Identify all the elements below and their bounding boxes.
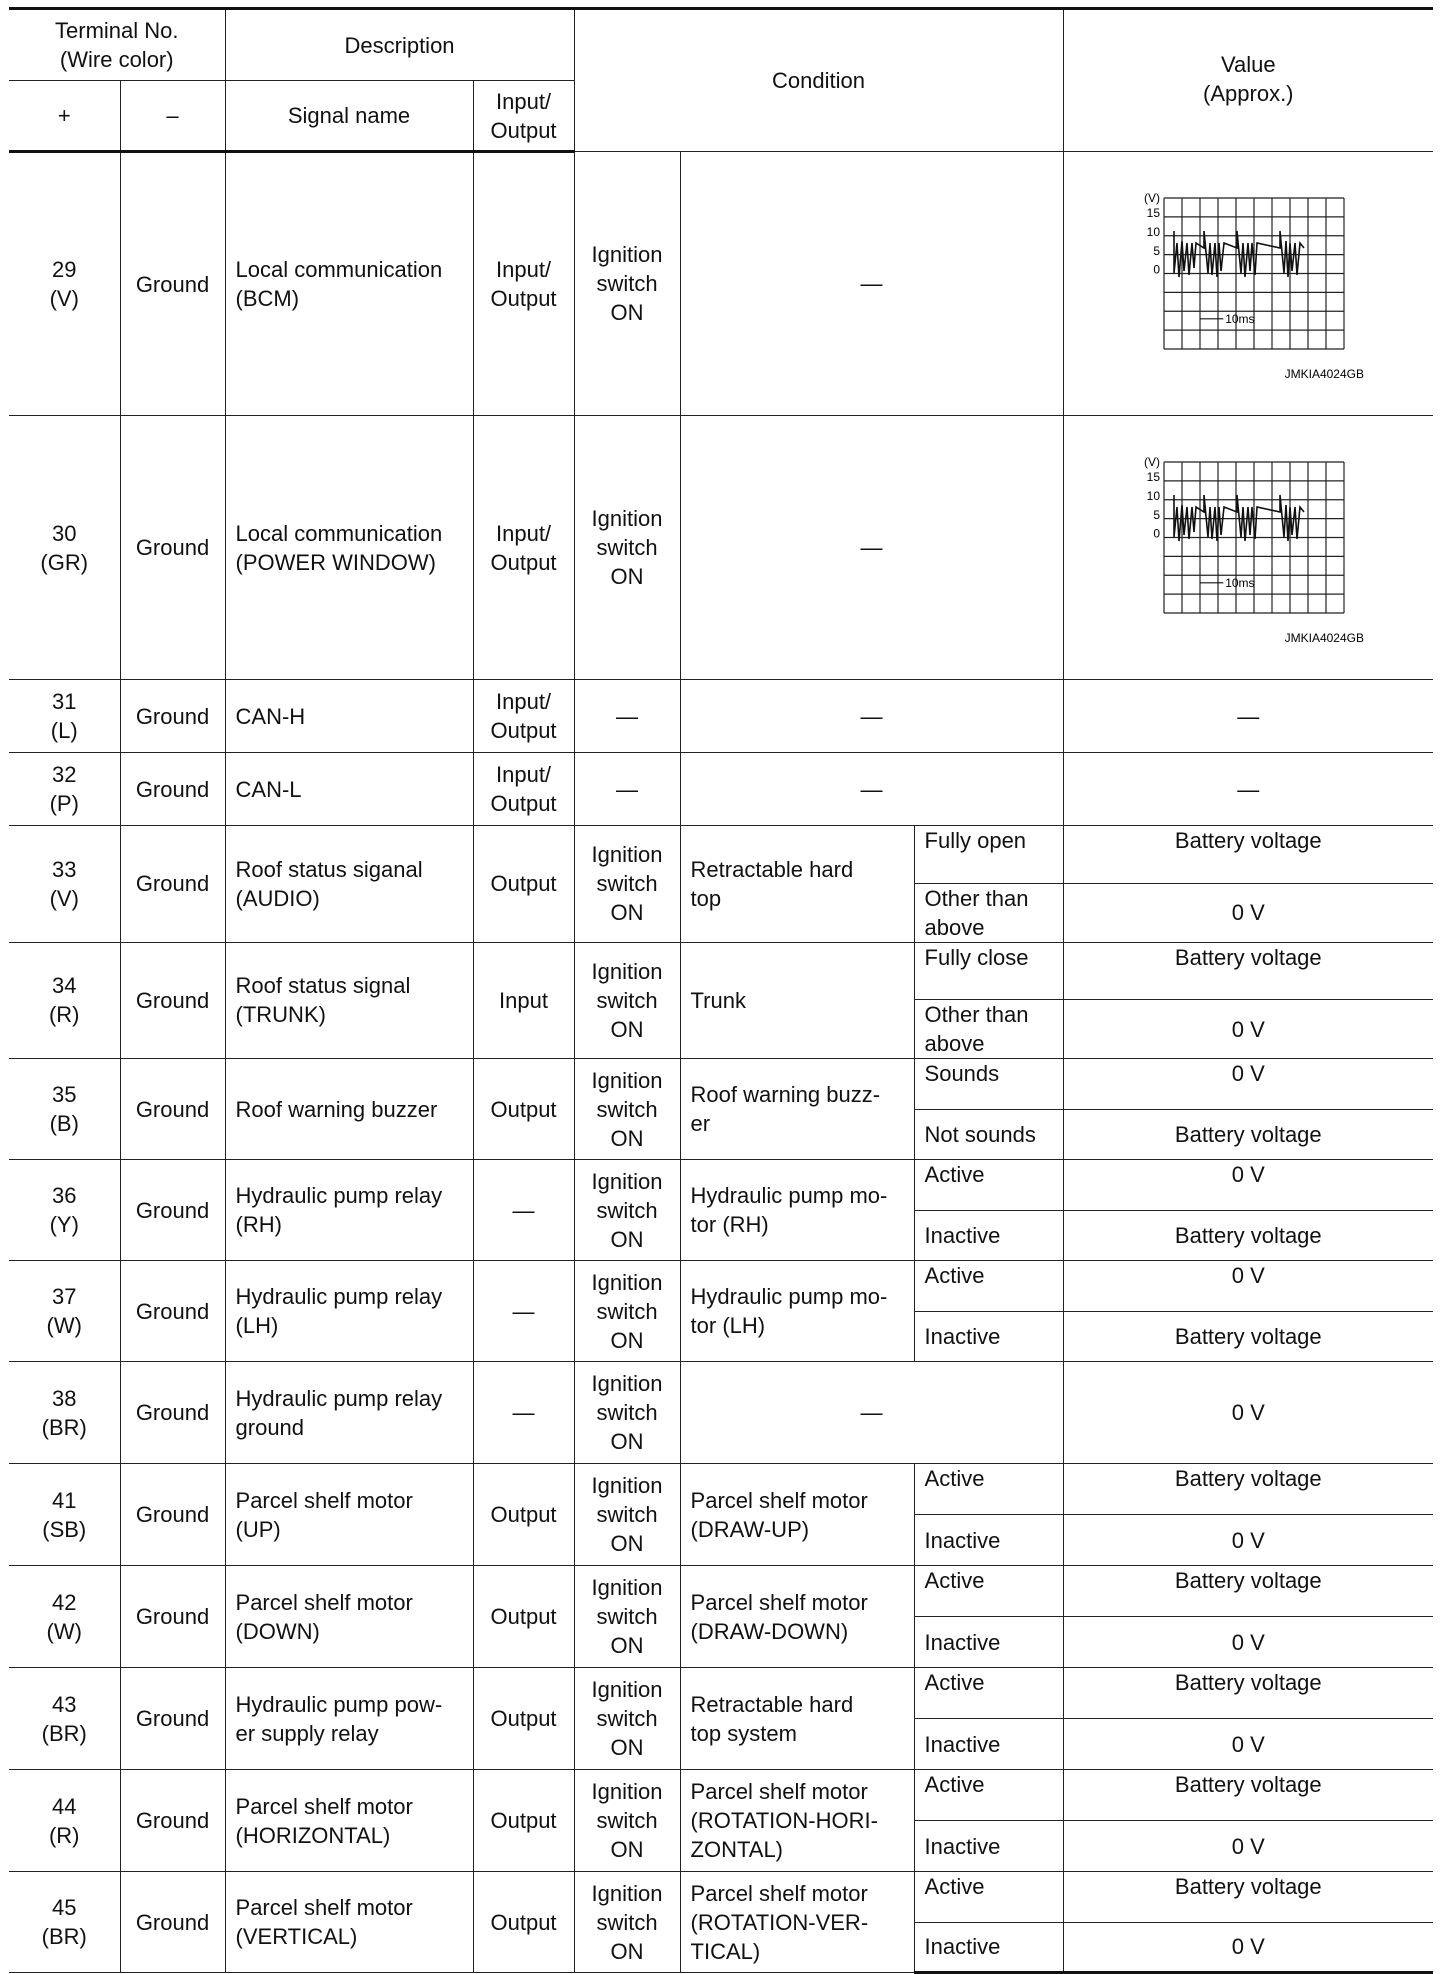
signal-name-cell: CAN-H [225, 680, 473, 753]
waveform-tick: 0 [1153, 262, 1161, 277]
table-row [9, 1059, 1433, 1110]
signal-name-cell: Parcel shelf motor (DOWN) [225, 1566, 473, 1668]
state-cell: Active [914, 1770, 1063, 1821]
condition-detail-cell: Retractable hard top [680, 826, 914, 943]
ground-cell: Ground [120, 416, 225, 680]
input-output-cell: Output [473, 1770, 574, 1872]
table-row [9, 942, 1433, 1000]
value-cell: — [1063, 753, 1433, 826]
condition-detail-cell: Parcel shelf motor (DRAW-DOWN) [680, 1566, 914, 1668]
terminal-cell: 38 (BR) [9, 1362, 120, 1464]
table-row [9, 152, 1433, 416]
condition-cell: Ignition switch ON [574, 1668, 680, 1770]
value-cell: 0 V [1063, 1160, 1433, 1211]
value-cell: 0 V [1063, 1922, 1433, 1973]
terminal-table [9, 7, 1433, 1974]
waveform-tick: 5 [1153, 243, 1161, 258]
terminal-cell: 34 (R) [9, 942, 120, 1059]
ground-cell: Ground [120, 753, 225, 826]
header-plus: + [9, 81, 120, 152]
input-output-cell: Output [473, 826, 574, 943]
input-output-cell: — [473, 1160, 574, 1261]
ground-cell: Ground [120, 680, 225, 753]
state-cell: Inactive [914, 1719, 1063, 1770]
state-cell: Active [914, 1261, 1063, 1312]
value-cell: Battery voltage [1063, 1311, 1433, 1362]
condition-cell: Ignition switch ON [574, 1059, 680, 1160]
terminal-cell: 36 (Y) [9, 1160, 120, 1261]
signal-name-cell: CAN-L [225, 753, 473, 826]
signal-name-cell: Hydraulic pump relay (LH) [225, 1261, 473, 1362]
header-condition: Condition [574, 9, 1063, 152]
waveform-trace [1174, 231, 1304, 277]
state-cell: Active [914, 1160, 1063, 1211]
terminal-cell: 33 (V) [9, 826, 120, 943]
header-signal-name: Signal name [225, 81, 473, 152]
signal-name-cell: Local communication (BCM) [225, 152, 473, 416]
signal-name-cell: Hydraulic pump relay (RH) [225, 1160, 473, 1261]
terminal-cell: 35 (B) [9, 1059, 120, 1160]
terminal-cell: 45 (BR) [9, 1872, 120, 1973]
condition-detail-cell: Parcel shelf motor (ROTATION-HORI- ZONTAL) [680, 1770, 914, 1872]
condition-cell: Ignition switch ON [574, 1160, 680, 1261]
condition-cell: Ignition switch ON [574, 1362, 680, 1464]
input-output-cell: Output [473, 1059, 574, 1160]
waveform-graph [1128, 448, 1368, 648]
condition-cell: — [574, 753, 680, 826]
state-cell: Sounds [914, 1059, 1063, 1110]
value-cell: Battery voltage [1063, 1668, 1433, 1719]
waveform-time-label: 10ms [1225, 311, 1255, 326]
condition-detail-cell: — [680, 152, 1063, 416]
terminal-cell: 31 (L) [9, 680, 120, 753]
condition-cell: Ignition switch ON [574, 152, 680, 416]
ground-cell: Ground [120, 1261, 225, 1362]
waveform-unit: (V) [1144, 190, 1161, 205]
state-cell: Active [914, 1566, 1063, 1617]
value-cell: 0 V [1063, 1821, 1433, 1872]
input-output-cell: Input/ Output [473, 416, 574, 680]
signal-name-cell: Hydraulic pump relay ground [225, 1362, 473, 1464]
value-cell: 0 V [1063, 1000, 1433, 1059]
signal-name-cell: Parcel shelf motor (UP) [225, 1464, 473, 1566]
state-cell: Inactive [914, 1515, 1063, 1566]
condition-detail-cell: — [680, 1362, 1063, 1464]
ground-cell: Ground [120, 1770, 225, 1872]
condition-cell: — [574, 680, 680, 753]
terminal-cell: 37 (W) [9, 1261, 120, 1362]
signal-name-cell: Parcel shelf motor (HORIZONTAL) [225, 1770, 473, 1872]
input-output-cell: Input/ Output [473, 152, 574, 416]
state-cell: Inactive [914, 1922, 1063, 1973]
table-row [9, 680, 1433, 753]
ground-cell: Ground [120, 1668, 225, 1770]
ground-cell: Ground [120, 826, 225, 943]
condition-detail-cell: Trunk [680, 942, 914, 1059]
input-output-cell: Input/ Output [473, 753, 574, 826]
table-row [9, 1668, 1433, 1719]
signal-name-cell: Roof status signal (TRUNK) [225, 942, 473, 1059]
table-body [9, 152, 1433, 1973]
value-cell: Battery voltage [1063, 1770, 1433, 1821]
terminal-cell: 43 (BR) [9, 1668, 120, 1770]
value-cell: Battery voltage [1063, 1109, 1433, 1160]
value-cell: Battery voltage [1063, 1566, 1433, 1617]
value-cell: Battery voltage [1063, 942, 1433, 1000]
table-row [9, 826, 1433, 884]
value-cell: Battery voltage [1063, 826, 1433, 884]
signal-name-cell: Parcel shelf motor (VERTICAL) [225, 1872, 473, 1973]
value-cell: 0 V [1063, 1719, 1433, 1770]
condition-detail-cell: Hydraulic pump mo- tor (RH) [680, 1160, 914, 1261]
condition-cell: Ignition switch ON [574, 1872, 680, 1973]
value-cell [1063, 416, 1433, 680]
waveform-code: JMKIA4024GB [1284, 366, 1365, 381]
condition-cell: Ignition switch ON [574, 416, 680, 680]
signal-name-cell: Hydraulic pump pow- er supply relay [225, 1668, 473, 1770]
value-cell: 0 V [1063, 1515, 1433, 1566]
table-row [9, 1362, 1433, 1464]
table-row [9, 416, 1433, 680]
table-row [9, 1770, 1433, 1821]
input-output-cell: Output [473, 1668, 574, 1770]
signal-name-cell: Local communication (POWER WINDOW) [225, 416, 473, 680]
header-terminal-no: Terminal No. (Wire color) [9, 9, 225, 81]
table-row [9, 1464, 1433, 1515]
input-output-cell: Input/ Output [473, 680, 574, 753]
terminal-cell: 32 (P) [9, 753, 120, 826]
value-cell: 0 V [1063, 1059, 1433, 1110]
condition-detail-cell: — [680, 753, 1063, 826]
ground-cell: Ground [120, 942, 225, 1059]
condition-detail-cell: Parcel shelf motor (ROTATION-VER- TICAL) [680, 1872, 914, 1973]
table-row [9, 1872, 1433, 1923]
value-cell: Battery voltage [1063, 1872, 1433, 1923]
input-output-cell: Output [473, 1566, 574, 1668]
ground-cell: Ground [120, 1464, 225, 1566]
condition-detail-cell: Parcel shelf motor (DRAW-UP) [680, 1464, 914, 1566]
terminal-cell: 42 (W) [9, 1566, 120, 1668]
waveform-tick: 10 [1146, 488, 1161, 503]
condition-cell: Ignition switch ON [574, 1464, 680, 1566]
header-minus: – [120, 81, 225, 152]
waveform-graph [1128, 184, 1368, 384]
waveform-tick: 10 [1146, 224, 1161, 239]
condition-cell: Ignition switch ON [574, 942, 680, 1059]
state-cell: Other than above [914, 1000, 1063, 1059]
value-cell [1063, 152, 1433, 416]
condition-cell: Ignition switch ON [574, 1261, 680, 1362]
ground-cell: Ground [120, 1160, 225, 1261]
ground-cell: Ground [120, 1059, 225, 1160]
terminal-cell: 29 (V) [9, 152, 120, 416]
state-cell: Other than above [914, 883, 1063, 942]
value-cell: 0 V [1063, 883, 1433, 942]
condition-detail-cell: — [680, 416, 1063, 680]
waveform-tick: 5 [1153, 507, 1161, 522]
value-cell: Battery voltage [1063, 1210, 1433, 1261]
input-output-cell: Output [473, 1872, 574, 1973]
state-cell: Inactive [914, 1617, 1063, 1668]
terminal-cell: 41 (SB) [9, 1464, 120, 1566]
value-cell: 0 V [1063, 1362, 1433, 1464]
state-cell: Fully close [914, 942, 1063, 1000]
table-row [9, 753, 1433, 826]
state-cell: Inactive [914, 1311, 1063, 1362]
header-value: Value (Approx.) [1063, 9, 1433, 152]
table-row [9, 1566, 1433, 1617]
table-row [9, 1261, 1433, 1312]
value-cell: 0 V [1063, 1617, 1433, 1668]
state-cell: Active [914, 1464, 1063, 1515]
header-input-output: Input/ Output [473, 81, 574, 152]
condition-cell: Ignition switch ON [574, 826, 680, 943]
state-cell: Active [914, 1668, 1063, 1719]
condition-cell: Ignition switch ON [574, 1566, 680, 1668]
value-cell: — [1063, 680, 1433, 753]
waveform-tick: 0 [1153, 526, 1161, 541]
condition-detail-cell: Hydraulic pump mo- tor (LH) [680, 1261, 914, 1362]
terminal-cell: 44 (R) [9, 1770, 120, 1872]
value-cell: 0 V [1063, 1261, 1433, 1312]
input-output-cell: — [473, 1362, 574, 1464]
condition-detail-cell: Retractable hard top system [680, 1668, 914, 1770]
condition-detail-cell: Roof warning buzz- er [680, 1059, 914, 1160]
signal-name-cell: Roof status siganal (AUDIO) [225, 826, 473, 943]
state-cell: Fully open [914, 826, 1063, 884]
state-cell: Active [914, 1872, 1063, 1923]
table-row [9, 1160, 1433, 1211]
input-output-cell: Output [473, 1464, 574, 1566]
state-cell: Inactive [914, 1210, 1063, 1261]
waveform-unit: (V) [1144, 454, 1161, 469]
header-description: Description [225, 9, 574, 81]
condition-cell: Ignition switch ON [574, 1770, 680, 1872]
input-output-cell: — [473, 1261, 574, 1362]
input-output-cell: Input [473, 942, 574, 1059]
signal-name-cell: Roof warning buzzer [225, 1059, 473, 1160]
ground-cell: Ground [120, 1566, 225, 1668]
value-cell: Battery voltage [1063, 1464, 1433, 1515]
terminal-cell: 30 (GR) [9, 416, 120, 680]
waveform-time-label: 10ms [1225, 575, 1255, 590]
ground-cell: Ground [120, 152, 225, 416]
waveform-code: JMKIA4024GB [1284, 630, 1365, 645]
condition-detail-cell: — [680, 680, 1063, 753]
waveform-tick: 15 [1146, 469, 1161, 484]
state-cell: Inactive [914, 1821, 1063, 1872]
waveform-tick: 15 [1146, 205, 1161, 220]
waveform-trace [1174, 495, 1304, 541]
state-cell: Not sounds [914, 1109, 1063, 1160]
ground-cell: Ground [120, 1872, 225, 1973]
ground-cell: Ground [120, 1362, 225, 1464]
